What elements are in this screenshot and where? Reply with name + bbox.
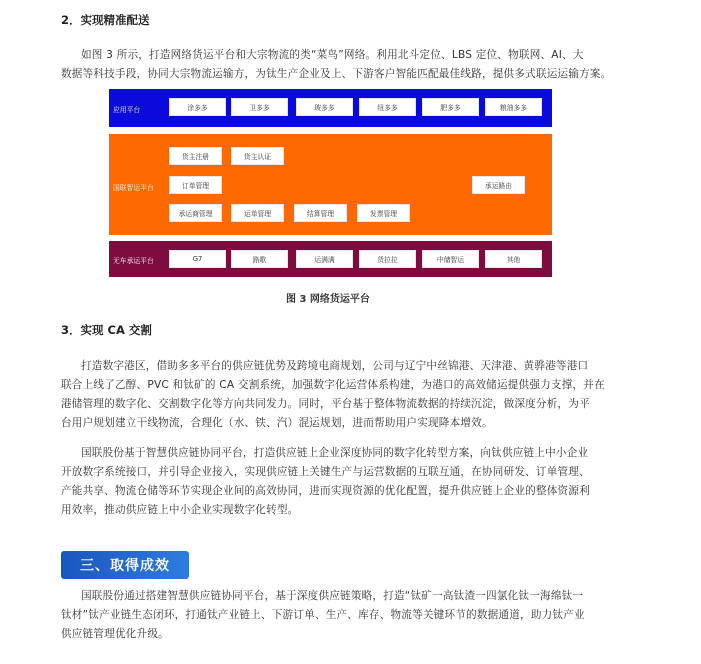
app-item-liangyouduoduo: 粮油多多	[485, 98, 542, 116]
app-item-niuduoduo: 纽多多	[359, 98, 416, 116]
section-3-p1-line-4: 台用户规划建立干线物流，合理化（水、铁、汽）混运规划，进而帮助用户实现降本增效。	[61, 417, 493, 429]
invoice-management-box: 发票管理	[357, 204, 410, 222]
carrier-other: 其他	[485, 250, 542, 268]
carrier-routing-box: 承运路由	[472, 176, 525, 194]
section-3-p1-line-1: 打造数字港区，借助多多平台的供应链优势及跨境电商规划，公司与辽宁中丝锦港、天津港、黄骅港等港口	[81, 360, 589, 372]
app-item-boduoduo: 玻多多	[296, 98, 353, 116]
results-line-2: 钛材”钛产业链生态闭环，打通钛产业链上、下游订单、生产、库存、物流等关键环节的数据通道，助力钛产业	[61, 609, 585, 621]
carrier-luge: 路歌	[231, 250, 288, 268]
waybill-management-box: 运单管理	[231, 204, 284, 222]
no-vehicle-carrier-layer	[109, 241, 552, 277]
section-3-p2-line-1: 国联股份基于智慧供应链协同平台，打造供应链上企业深度协同的数字化转型方案，向钛供应链上中小企业	[81, 447, 589, 459]
section-3-p2-line-4: 用效率，推动供应链上中小企业实现数字化转型。	[61, 504, 299, 516]
section-2-heading: 2．实现精准配送	[61, 13, 150, 27]
carrier-g7: G7	[169, 250, 226, 268]
app-platform-layer	[109, 89, 552, 127]
shipper-register-box: 货主注册	[169, 147, 222, 165]
order-management-box: 订单管理	[169, 176, 222, 194]
no-vehicle-carrier-label: 无车承运平台	[113, 257, 154, 265]
carrier-management-box: 承运商管理	[169, 204, 222, 222]
results-section-banner: 三、取得成效	[61, 551, 189, 579]
settlement-management-box: 结算管理	[294, 204, 347, 222]
section-2-paragraph-line-2: 数据等科技手段，协同大宗物流运输方，为钛生产企业及上、下游客户智能匹配最佳线路，提供多式联运运输方案。	[61, 68, 612, 80]
app-item-weiduoduo: 卫多多	[231, 98, 288, 116]
shipper-verify-box: 货主认证	[231, 147, 284, 165]
carrier-huolala: 货拉拉	[359, 250, 416, 268]
results-line-3: 供应链管理优化升级。	[61, 628, 169, 640]
guolian-platform-label: 国联智运平台	[113, 184, 154, 192]
results-line-1: 国联股份通过搭建智慧供应链协同平台，基于深度供应链策略，打造“钛矿一高钛渣一四氯化钛一海绵钛一	[81, 590, 584, 602]
section-3-p1-line-2: 联合上线了乙醇、PVC 和钛矿的 CA 交割系统，加强数字化运营体系构建，为港口的高效储运提供强力支撑，并在	[61, 379, 605, 391]
section-3-heading: 3．实现 CA 交割	[61, 323, 152, 337]
carrier-zhongchu: 中储智运	[422, 250, 479, 268]
section-3-p1-line-3: 港储管理的数字化、交割数字化等方向共同发力。同时，平台基于整体物流数据的持续沉淀，做深度分析，为平	[61, 398, 590, 410]
carrier-yunmanman: 运满满	[296, 250, 353, 268]
app-item-feiduoduo: 肥多多	[422, 98, 479, 116]
section-2-paragraph-line-1: 如图 3 所示，打造网络货运平台和大宗物流的类“菜鸟”网络。利用北斗定位、LBS 定位、物联网、AI、大	[81, 49, 584, 61]
section-3-p2-line-3: 产能共享、物流仓储等环节实现企业间的高效协同，进而实现资源的优化配置，提升供应链上企业的整体资源利	[61, 485, 590, 497]
app-item-tuduoduo: 涂多多	[169, 98, 226, 116]
figure-caption: 图 3 网络货运平台	[286, 294, 370, 305]
section-3-p2-line-2: 开放数字系统接口，并引导企业接入，实现供应链上关键生产与运营数据的互联互通，在协同研发、订单管理、	[61, 466, 590, 478]
app-platform-label: 应用平台	[113, 106, 141, 114]
guolian-platform-layer	[109, 134, 552, 235]
